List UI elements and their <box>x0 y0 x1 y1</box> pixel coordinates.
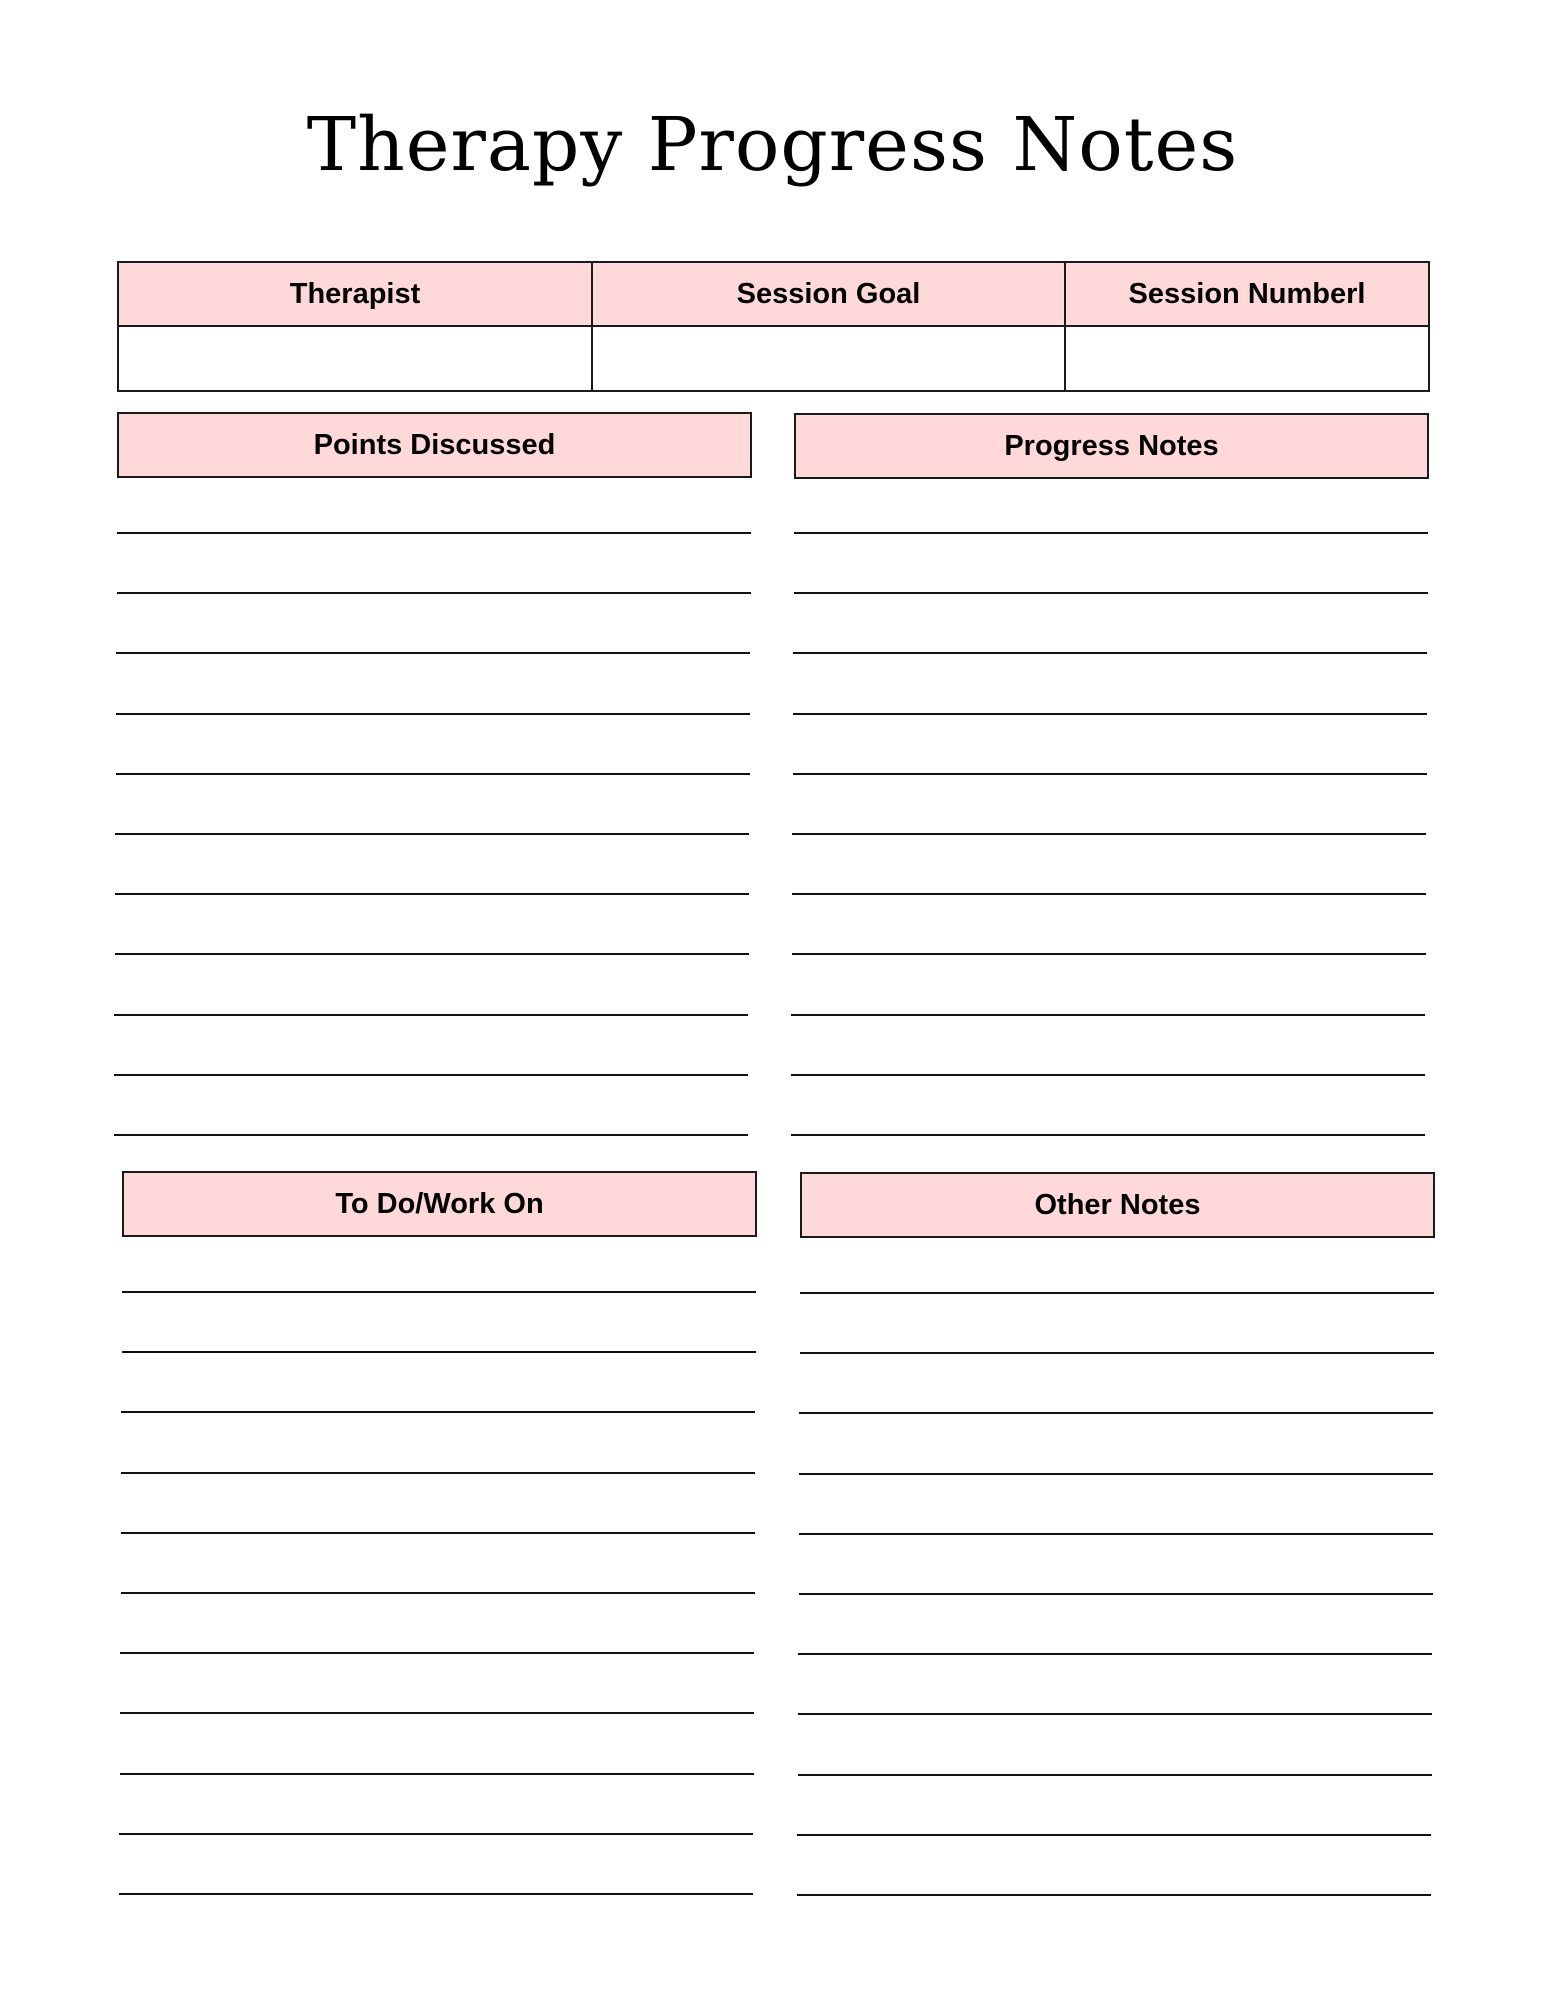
writing-line[interactable] <box>794 532 1428 534</box>
writing-line[interactable] <box>793 773 1427 775</box>
writing-line[interactable] <box>120 1712 754 1714</box>
writing-line[interactable] <box>116 713 750 715</box>
writing-line[interactable] <box>114 1134 748 1136</box>
to-do-work-on-header: To Do/Work On <box>122 1171 757 1237</box>
writing-line[interactable] <box>791 1014 1425 1016</box>
page-title: Therapy Progress Notes <box>306 102 1239 188</box>
points-discussed-header: Points Discussed <box>117 412 752 478</box>
writing-line[interactable] <box>116 652 750 654</box>
writing-line[interactable] <box>114 1074 748 1076</box>
other-notes-header: Other Notes <box>800 1172 1435 1238</box>
writing-line[interactable] <box>116 773 750 775</box>
writing-line[interactable] <box>115 893 749 895</box>
progress-notes-header: Progress Notes <box>794 413 1429 479</box>
writing-line[interactable] <box>799 1593 1433 1595</box>
writing-line[interactable] <box>798 1713 1432 1715</box>
writing-line[interactable] <box>119 1833 753 1835</box>
writing-line[interactable] <box>122 1291 756 1293</box>
therapist-header: Therapist <box>118 262 592 326</box>
writing-line[interactable] <box>799 1412 1433 1414</box>
writing-line[interactable] <box>115 953 749 955</box>
writing-line[interactable] <box>117 592 751 594</box>
writing-line[interactable] <box>799 1473 1433 1475</box>
writing-line[interactable] <box>794 592 1428 594</box>
writing-line[interactable] <box>798 1774 1432 1776</box>
writing-line[interactable] <box>793 713 1427 715</box>
writing-line[interactable] <box>121 1472 755 1474</box>
session-info-value-row <box>118 326 1429 391</box>
session-goal-field[interactable] <box>592 326 1065 391</box>
writing-line[interactable] <box>120 1773 754 1775</box>
writing-line[interactable] <box>793 652 1427 654</box>
writing-line[interactable] <box>799 1533 1433 1535</box>
writing-line[interactable] <box>791 1134 1425 1136</box>
writing-line[interactable] <box>797 1834 1431 1836</box>
writing-line[interactable] <box>791 1074 1425 1076</box>
session-number-header: Session Numberl <box>1065 262 1429 326</box>
therapist-field[interactable] <box>118 326 592 391</box>
writing-line[interactable] <box>121 1532 755 1534</box>
writing-line[interactable] <box>800 1352 1434 1354</box>
writing-line[interactable] <box>115 833 749 835</box>
writing-line[interactable] <box>121 1411 755 1413</box>
writing-line[interactable] <box>798 1653 1432 1655</box>
writing-line[interactable] <box>800 1292 1434 1294</box>
writing-line[interactable] <box>792 893 1426 895</box>
session-goal-header: Session Goal <box>592 262 1065 326</box>
session-info-header-row <box>118 262 1429 326</box>
writing-line[interactable] <box>792 833 1426 835</box>
writing-line[interactable] <box>117 532 751 534</box>
writing-line[interactable] <box>122 1351 756 1353</box>
writing-line[interactable] <box>120 1652 754 1654</box>
writing-line[interactable] <box>797 1894 1431 1896</box>
writing-line[interactable] <box>121 1592 755 1594</box>
session-info-table <box>117 261 1430 392</box>
writing-line[interactable] <box>119 1893 753 1895</box>
writing-line[interactable] <box>792 953 1426 955</box>
session-number-field[interactable] <box>1065 326 1429 391</box>
writing-line[interactable] <box>114 1014 748 1016</box>
